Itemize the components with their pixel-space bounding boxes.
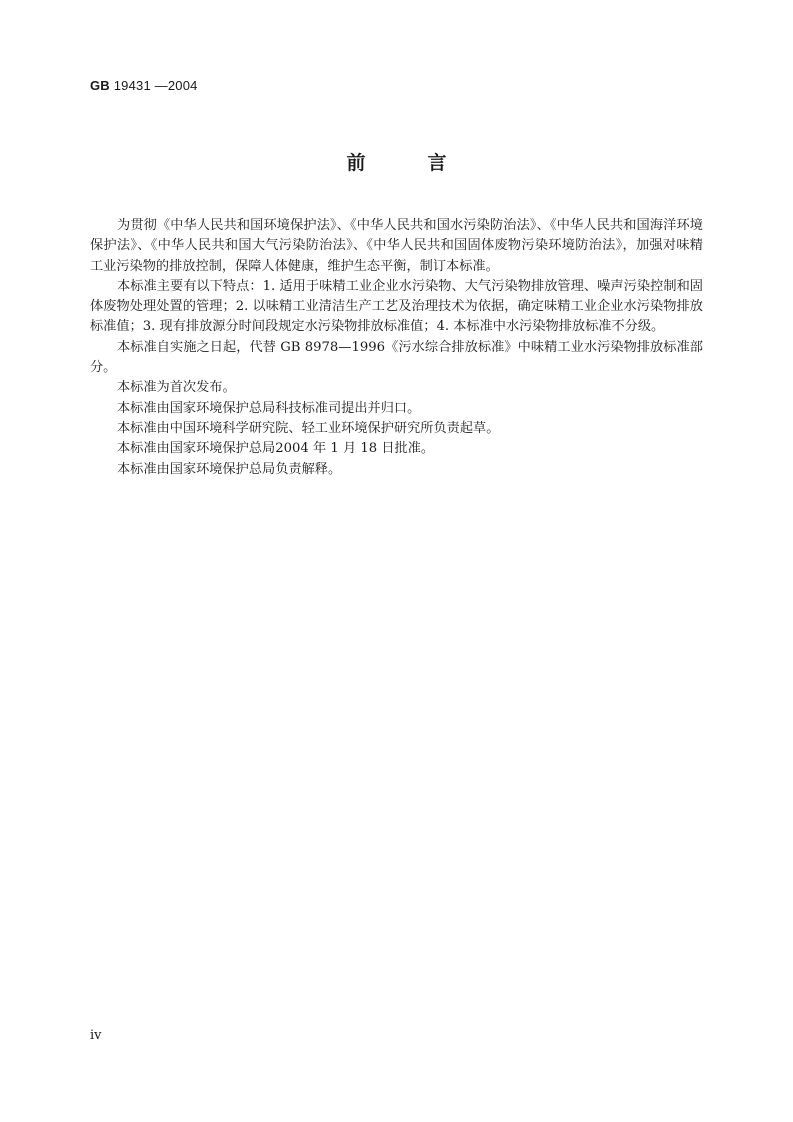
standard-code (90, 78, 198, 93)
paragraph-proposer: 本标准由国家环境保护总局科技标准司提出并归口。 (117, 400, 421, 416)
paragraph-first-release: 本标准为首次发布。 (117, 380, 236, 396)
standard-code-number: 19431 —2004 (109, 78, 198, 93)
page-number: iv (90, 1028, 102, 1043)
document-body (90, 216, 703, 480)
paragraph-interpretation: 本标准由国家环境保护总局负责解释。 (117, 461, 342, 477)
paragraph-purpose: 为贯彻《中华人民共和国环境保护法》、《中华人民共和国水污染防治法》、《中华人民共和国海洋环境保护法》、《中华人民共和国大气污染防治法》、《中华人民共和国固体废物污染环境防治法》，加强对味精工业污染物的排放控制，保障人体健康，维护生态平衡，制订本标准。 (90, 218, 703, 274)
paragraph-approval: 本标准由国家环境保护总局2004 年 1 月 18 日批准。 (117, 441, 435, 457)
paragraph-features: 本标准主要有以下特点：1. 适用于味精工业企业水污染物、大气污染物排放管理、噪声污染控制和固体废物处理处置的管理；2. 以味精工业清洁生产工艺及治理技术为依据，确定味精工业企业水污染物排放标准值；3. 现有排放源分时间段规定水污染物排放标准值；4. 本标准中水污染物排放标准不分级。 (90, 278, 703, 335)
standard-code-prefix: GB (90, 78, 110, 93)
paragraph-drafter: 本标准由中国环境科学研究院、轻工业环境保护研究所负责起草。 (117, 420, 500, 436)
paragraph-replacement: 本标准自实施之日起，代替 GB 8978—1996《污水综合排放标准》中味精工业水污染物排放标准部分。 (90, 339, 703, 376)
page-title: 前言 (346, 152, 509, 174)
